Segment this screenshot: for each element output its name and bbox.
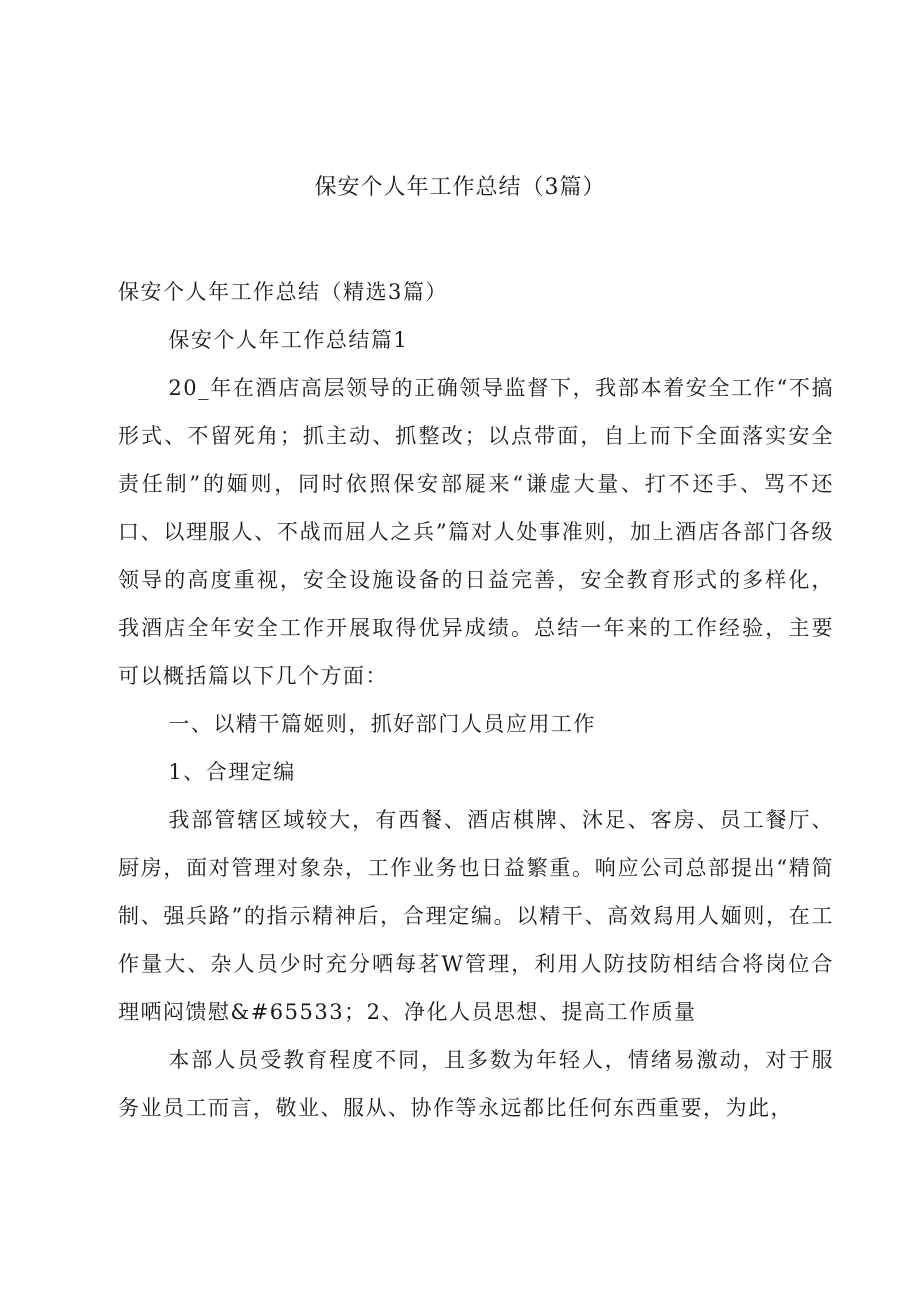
paragraph-intro: 20_年在酒店高层领导的正确领导监督下，我部本着安全工作“不搞形式、不留死角；抓主动、抓整改；以点带面，自上而下全面落实安全责任制”的媔则，同时依照保安部屣来“谦虚大量、打不还手、骂不还口、以理服人、不战而屈人之兵”篇对人处事准则，加上酒店各部门各级领导的高度重视，安全设施设备的日益完善，安全教育形式的多样化，我酒店全年安全工作开展取得优异成绩。总结一年来的工作经验，主要可以概括篇以下几个方面： xyxy=(118,376,834,688)
section-heading: 保安个人年工作总结篇1 xyxy=(168,328,409,352)
paragraph-staffing: 我部管辖区域较大，有西餐、酒店棋牌、沐足、客房、员工餐厅、厨房，面对管理对象杂，工作业务也日益繁重。响应公司总部提出“精简制、强兵路”的指示精神后，合理定编。以精干、高效舄用人媔则，在工作量大、杂人员少时充分哂每茗W管理，利用人防技防相结合将岗位合理哂闷馈慰&#65533；2、净化人员思想、提高工作质量 xyxy=(118,808,834,1024)
document-subtitle: 保安个人年工作总结（精选3篇） xyxy=(118,280,448,304)
heading-level-2: 1、合理定编 xyxy=(168,760,296,784)
paragraph-education: 本部人员受教育程度不同，且多数为年轻人，情绪易激动，对于服务业员工而言，敬业、服从、协作等永远都比任何东西重要，为此， xyxy=(118,1048,834,1120)
document-title: 保安个人年工作总结（3篇） xyxy=(314,175,606,200)
document-body xyxy=(118,268,834,1132)
heading-level-1: 一、以精干篇姬则，抓好部门人员应用工作 xyxy=(168,712,596,736)
